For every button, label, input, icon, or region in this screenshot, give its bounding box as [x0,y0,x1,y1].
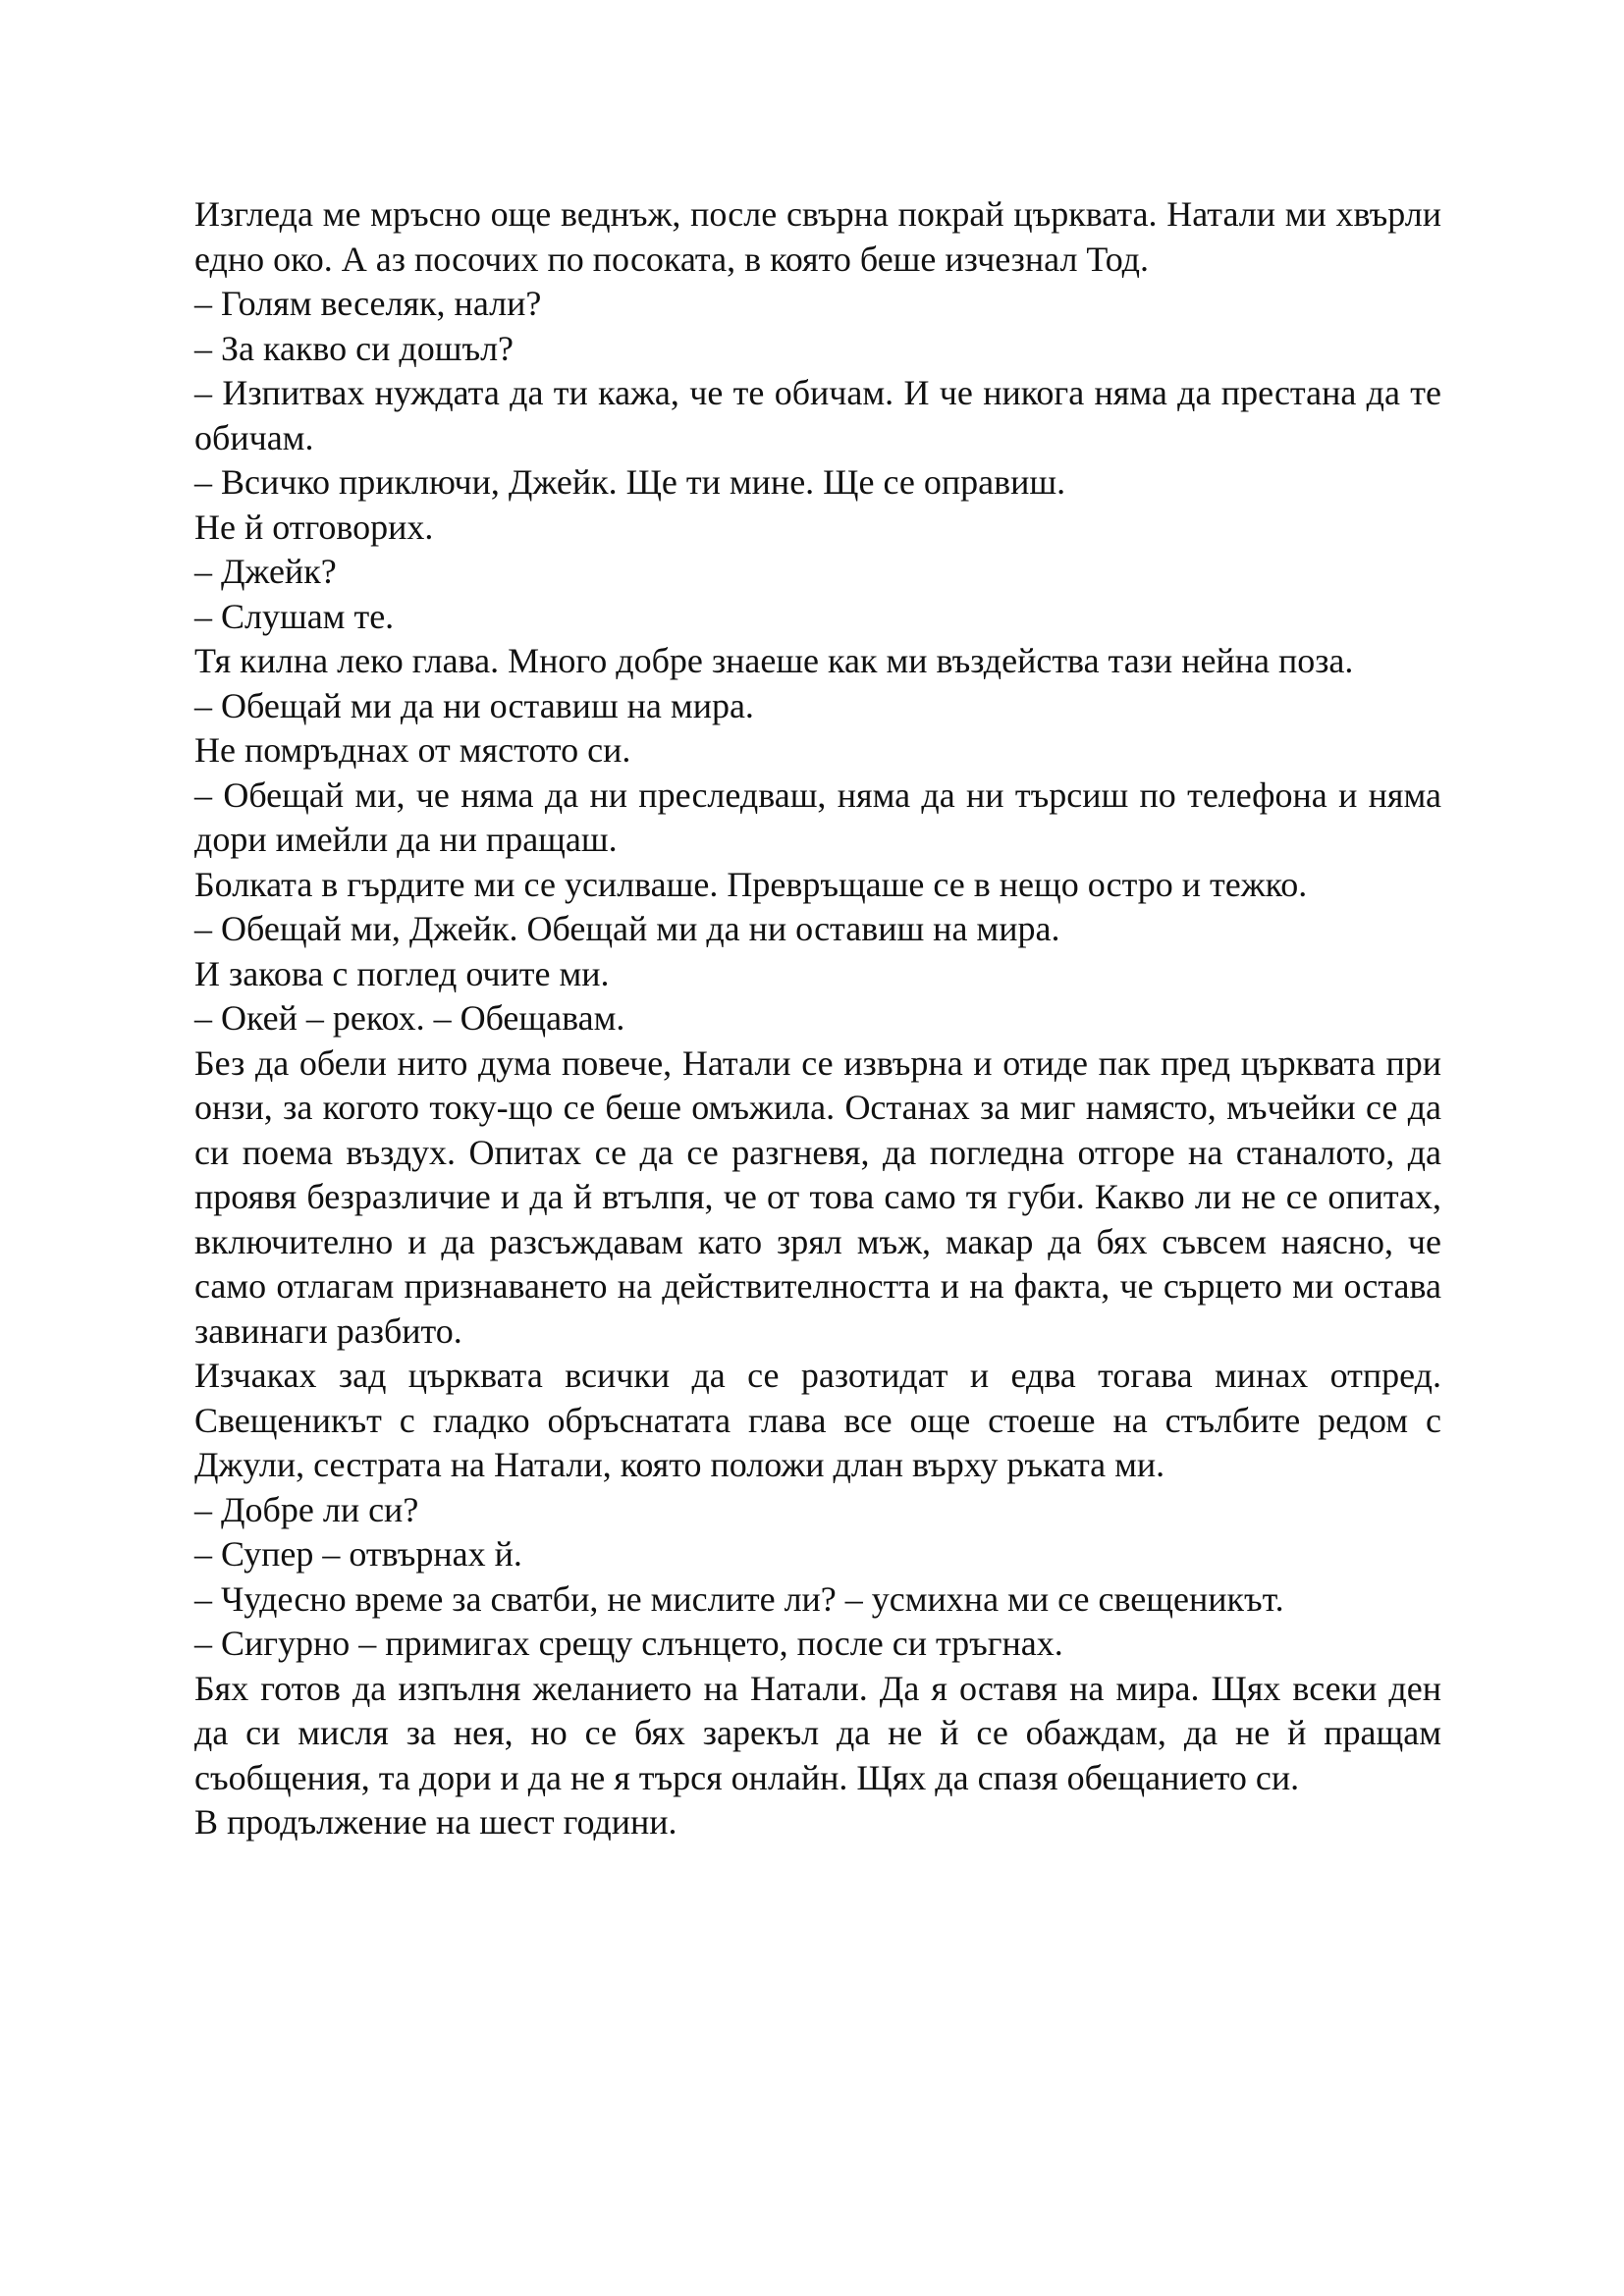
dialogue-line: – Окей – рекох. – Обещавам. [194,998,625,1038]
body-text [194,192,1441,1845]
dialogue-line: – Обещай ми, че няма да ни преследваш, няма да ни търсиш по телефона и няма дори имейли да ни пращаш. [194,774,1441,859]
paragraph: Без да обели нито дума повече, Натали се извърна и отиде пак пред църквата при онзи, за когото току-що се беше омъжила. Останах за миг намясто, мъчейки се да си поема въздух. Опитах се да се разгневя, да погледна отгоре на станалото, да проявя безразличие и да й втълпя, че от това само тя губи. Какво ли не се опитах, включително и да разсъждавам като зрял мъж, макар да бях съвсем наясно, че само отлагам признаването на действителността и на факта, че сърцето ми остава завинаги разбито. [194,1042,1441,1351]
paragraph: Изчаках зад църквата всички да се разотидат и едва тогава минах отпред. Свещеникът с гладко обръснатата глава все още стоеше на стълбите редом с Джули, сестрата на Натали, която положи длан върху ръката ми. [194,1356,1441,1484]
paragraph: Бях готов да изпълня желанието на Натали. Да я оставя на мира. Щях всеки ден да си мисля за нея, но се бях зарекъл да не й се обаждам, да не й пращам съобщения, та дори и да не я търся онлайн. Щях да спазя обещанието си. [194,1668,1441,1797]
dialogue-line: – Всичко приключи, Джейк. Ще ти мине. Ще се оправиш. [194,462,1066,502]
paragraph: В продължение на шест години. [194,1802,677,1842]
dialogue-line: – Супер – отвърнах й. [194,1534,522,1574]
paragraph: Тя килна леко глава. Много добре знаеше как ми въздейства тази нейна поза. [194,641,1354,680]
dialogue-line: – Голям веселяк, нали? [194,284,542,323]
dialogue-line: – Слушам те. [194,596,395,636]
paragraph: Изгледа ме мръсно още веднъж, после свърна покрай църквата. Натали ми хвърли едно око. А аз посочих по посоката, в която беше изчезнал Тод. [194,194,1441,279]
dialogue-line: – За какво си дошъл? [194,328,514,368]
paragraph: Не помръднах от мястото си. [194,730,631,770]
paragraph: Не й отговорих. [194,507,434,547]
dialogue-line: – Изпитвах нуждата да ти кажа, че те обичам. И че никога няма да престана да те обичам. [194,373,1441,457]
dialogue-line: – Джейк? [194,552,337,591]
dialogue-line: – Чудесно време за сватби, не мислите ли? – усмихна ми се свещеникът. [194,1578,1284,1619]
paragraph: И закова с поглед очите ми. [194,953,610,993]
dialogue-line: – Добре ли си? [194,1489,419,1529]
dialogue-line: – Обещай ми, Джейк. Обещай ми да ни оставиш на мира. [194,909,1060,948]
paragraph: Болката в гърдите ми се усилваше. Превръщаше се в нещо остро и тежко. [194,864,1308,904]
dialogue-line: – Сигурно – примигах срещу слънцето, после си тръгнах. [194,1624,1063,1663]
dialogue-line: – Обещай ми да ни оставиш на мира. [194,685,754,725]
